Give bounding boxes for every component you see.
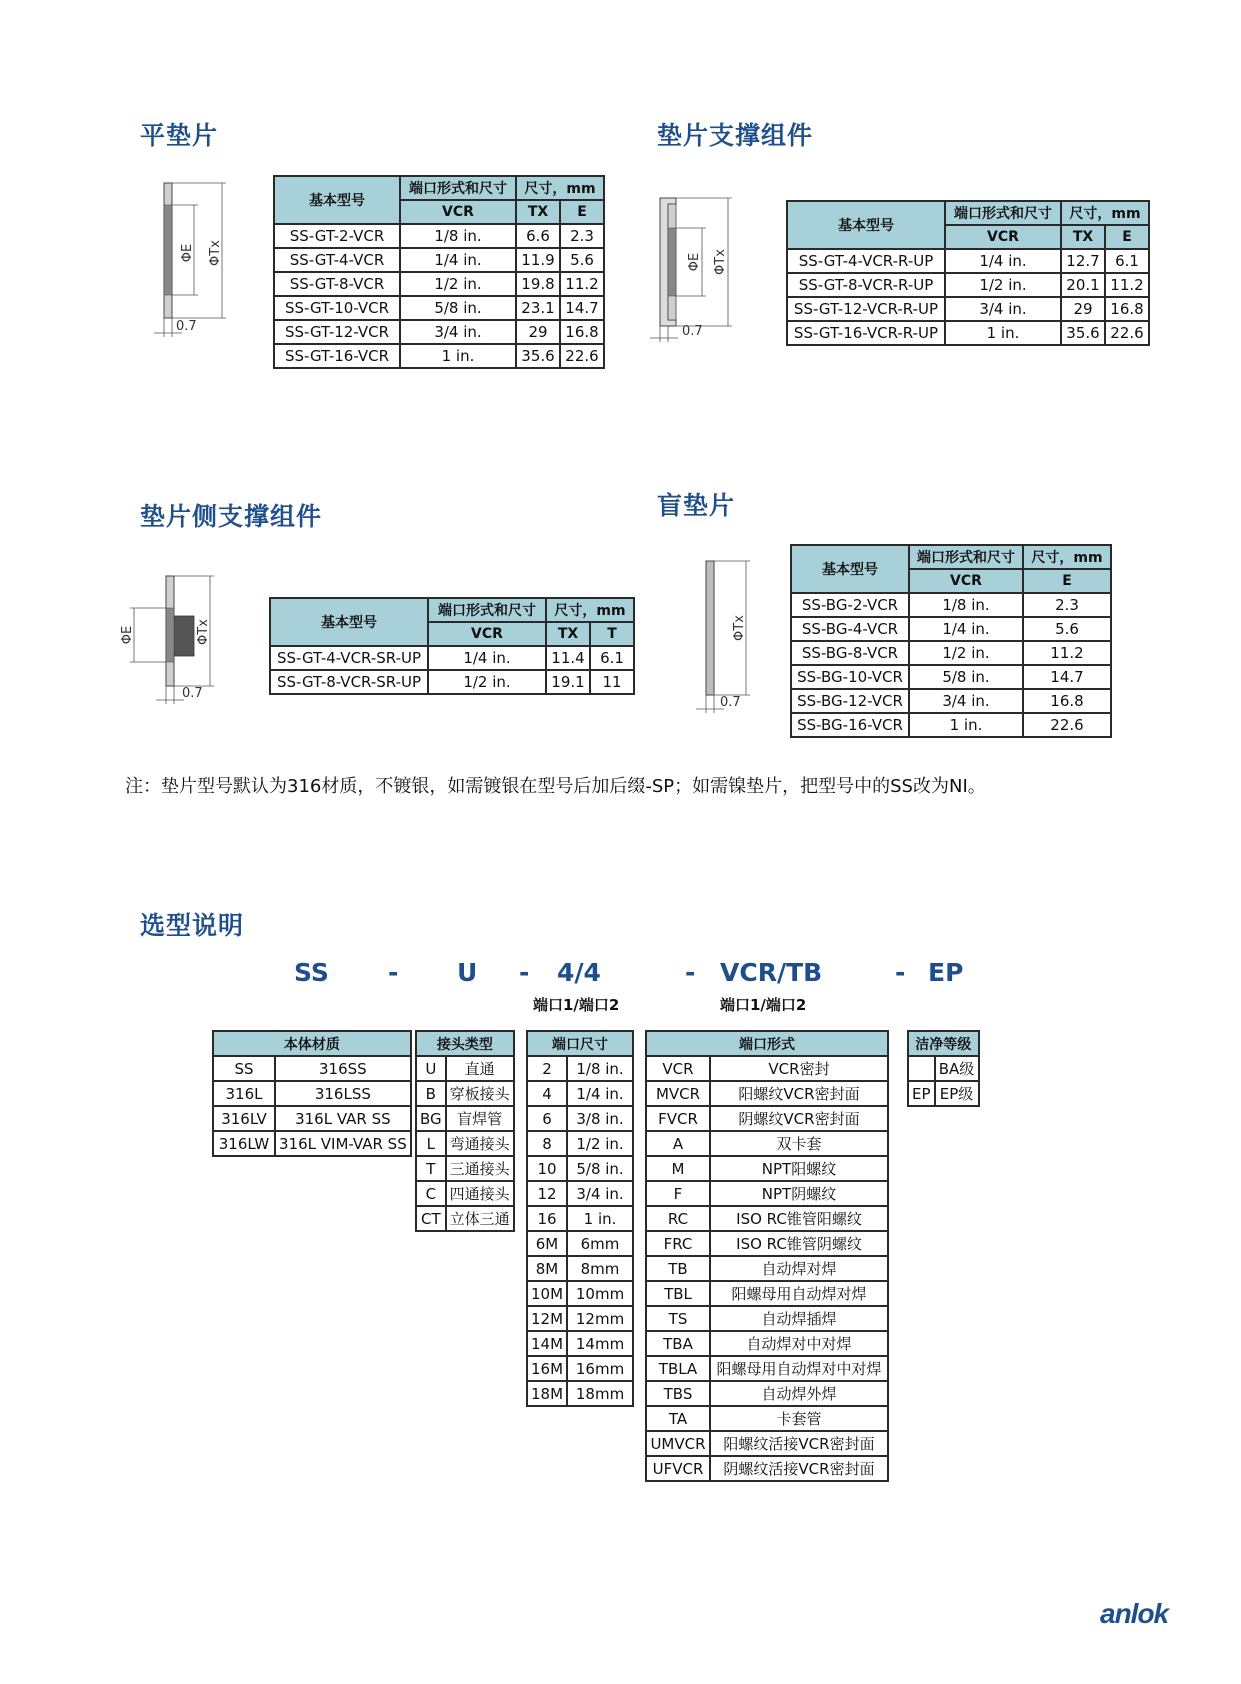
table-row [646, 1106, 888, 1131]
col-t: T [590, 622, 634, 646]
table-row [527, 1356, 633, 1381]
table-row [646, 1231, 888, 1256]
cell: ISO RC锥管阳螺纹 [710, 1206, 888, 1231]
table-row [274, 344, 604, 368]
cell: 316L VAR SS [275, 1106, 411, 1131]
cell: 14M [527, 1331, 567, 1356]
table-row [787, 249, 1149, 273]
cell: TBL [646, 1281, 710, 1306]
cell: 11.9 [516, 248, 560, 272]
col-port: 端口形式和尺寸 [400, 176, 516, 200]
table-row [646, 1181, 888, 1206]
cell: 1/2 in. [400, 272, 516, 296]
table-row [908, 1081, 979, 1106]
col-port: 端口形式和尺寸 [909, 545, 1023, 569]
cell: 16.8 [1105, 297, 1149, 321]
cell: SS-BG-2-VCR [791, 593, 909, 617]
table-row [791, 713, 1111, 737]
table-row [527, 1181, 633, 1206]
cell: SS-GT-12-VCR-R-UP [787, 297, 945, 321]
cell: 5/8 in. [400, 296, 516, 320]
cell: 2.3 [1023, 593, 1111, 617]
table-row [416, 1206, 514, 1231]
cell: SS-BG-4-VCR [791, 617, 909, 641]
cell: 29 [516, 320, 560, 344]
dim-tx-label: ΦTx [713, 249, 728, 275]
cell: FVCR [646, 1106, 710, 1131]
cell: 5.6 [1023, 617, 1111, 641]
cell: 1/4 in. [400, 248, 516, 272]
table-row [274, 272, 604, 296]
cell: EP [908, 1081, 935, 1106]
dim-e-label: ΦE [180, 243, 195, 263]
cell: A [646, 1131, 710, 1156]
table-row [527, 1331, 633, 1356]
table-row [527, 1231, 633, 1256]
cell: 阳螺纹活接VCR密封面 [710, 1431, 888, 1456]
code-form: VCR/TB [720, 958, 823, 987]
cell: 1 in. [567, 1206, 633, 1231]
side-support-drawing [110, 570, 240, 710]
col-e: E [1023, 569, 1111, 593]
port-size-table [526, 1030, 634, 1407]
cell: 5/8 in. [909, 665, 1023, 689]
table-row [213, 1081, 411, 1106]
table-row [527, 1106, 633, 1131]
cell: 1/2 in. [428, 670, 546, 694]
table-row [646, 1431, 888, 1456]
cell: 8 [527, 1131, 567, 1156]
support-gasket-table [786, 200, 1150, 346]
cell: 8M [527, 1256, 567, 1281]
cell: SS-GT-10-VCR [274, 296, 400, 320]
table-row [416, 1156, 514, 1181]
support-gasket-drawing [640, 190, 750, 350]
cell: 316L [213, 1081, 275, 1106]
col-e: E [560, 200, 604, 224]
cell: 1 in. [945, 321, 1061, 345]
table-row [527, 1206, 633, 1231]
cell: 14.7 [1023, 665, 1111, 689]
cell: 盲焊管 [446, 1106, 514, 1131]
cell: SS-GT-8-VCR-R-UP [787, 273, 945, 297]
cell: 6 [527, 1106, 567, 1131]
code-dash-1: - [388, 958, 399, 987]
cell: CT [416, 1206, 446, 1231]
col-tx: TX [1061, 225, 1105, 249]
port-size-header: 端口尺寸 [527, 1031, 633, 1056]
cell: 11.4 [546, 646, 590, 670]
col-vcr: VCR [945, 225, 1061, 249]
cell: 4 [527, 1081, 567, 1106]
cell: 5.6 [560, 248, 604, 272]
cell: 2.3 [560, 224, 604, 248]
cell: 1/4 in. [428, 646, 546, 670]
cell: SS-GT-4-VCR-SR-UP [270, 646, 428, 670]
table-row [274, 296, 604, 320]
cell: SS-GT-8-VCR [274, 272, 400, 296]
col-port: 端口形式和尺寸 [945, 201, 1061, 225]
section-title-support: 垫片支撑组件 [657, 121, 814, 150]
col-base-model: 基本型号 [270, 598, 428, 646]
anlok-logo: anlok [1100, 1598, 1169, 1629]
joint-type-table [415, 1030, 515, 1232]
cell: U [416, 1056, 446, 1081]
dim-tx-label: ΦTx [196, 619, 211, 645]
cell: SS-GT-16-VCR-R-UP [787, 321, 945, 345]
cell: SS-GT-8-VCR-SR-UP [270, 670, 428, 694]
dim-tx-label: ΦTx [208, 240, 223, 266]
dim-thk-label: 0.7 [182, 686, 203, 701]
table-row [416, 1181, 514, 1206]
col-base-model: 基本型号 [274, 176, 400, 224]
cell: RC [646, 1206, 710, 1231]
code-size-sub: 端口1/端口2 [533, 996, 620, 1014]
table-row [787, 297, 1149, 321]
cell: BA级 [935, 1056, 979, 1081]
cell: 3/4 in. [567, 1181, 633, 1206]
cell: 1/8 in. [909, 593, 1023, 617]
cell: MVCR [646, 1081, 710, 1106]
table-row [527, 1056, 633, 1081]
cell: 20.1 [1061, 273, 1105, 297]
port-form-header: 端口形式 [646, 1031, 888, 1056]
flat-gasket-table [273, 175, 605, 369]
cell: 1/4 in. [909, 617, 1023, 641]
material-table [212, 1030, 412, 1157]
code-u: U [457, 958, 478, 987]
cell: 29 [1061, 297, 1105, 321]
cell: 阴螺纹活接VCR密封面 [710, 1456, 888, 1481]
table-row [274, 224, 604, 248]
table-row [787, 273, 1149, 297]
table-row [646, 1331, 888, 1356]
cell: 16.8 [560, 320, 604, 344]
table-row [416, 1131, 514, 1156]
cell [908, 1056, 935, 1081]
cell: 1/8 in. [400, 224, 516, 248]
table-row [527, 1131, 633, 1156]
cell: 19.8 [516, 272, 560, 296]
cell: 6M [527, 1231, 567, 1256]
cell: 12M [527, 1306, 567, 1331]
cell: 35.6 [1061, 321, 1105, 345]
cell: SS-BG-8-VCR [791, 641, 909, 665]
cell: SS-GT-16-VCR [274, 344, 400, 368]
table-row [646, 1406, 888, 1431]
cell: 316LW [213, 1131, 275, 1156]
table-row [527, 1156, 633, 1181]
cell: 5/8 in. [567, 1156, 633, 1181]
dim-tx-label: ΦTx [732, 615, 747, 641]
cell: SS-GT-4-VCR [274, 248, 400, 272]
cell: TA [646, 1406, 710, 1431]
side-support-table [269, 597, 635, 695]
table-row [527, 1281, 633, 1306]
cell: 1/2 in. [567, 1131, 633, 1156]
cell: TS [646, 1306, 710, 1331]
table-row [791, 641, 1111, 665]
col-size: 尺寸，mm [1061, 201, 1149, 225]
cell: 3/4 in. [400, 320, 516, 344]
cell: B [416, 1081, 446, 1106]
cell: 11.2 [1023, 641, 1111, 665]
cell: 14mm [567, 1331, 633, 1356]
cell: 19.1 [546, 670, 590, 694]
cell: FRC [646, 1231, 710, 1256]
table-row [908, 1056, 979, 1081]
cell: F [646, 1181, 710, 1206]
table-row [646, 1131, 888, 1156]
flat-gasket-drawing [140, 175, 240, 345]
code-ss: SS [294, 958, 329, 987]
table-row [527, 1306, 633, 1331]
cell: 316LV [213, 1106, 275, 1131]
dim-thk-label: 0.7 [720, 695, 741, 710]
cell: 316SS [275, 1056, 411, 1081]
cell: L [416, 1131, 446, 1156]
cell: EP级 [935, 1081, 979, 1106]
cell: SS-BG-12-VCR [791, 689, 909, 713]
cell: 立体三通 [446, 1206, 514, 1231]
col-vcr: VCR [909, 569, 1023, 593]
col-vcr: VCR [428, 622, 546, 646]
cell: 16 [527, 1206, 567, 1231]
cell: TBA [646, 1331, 710, 1356]
table-row [646, 1256, 888, 1281]
code-ep: EP [928, 958, 964, 987]
cell: 三通接头 [446, 1156, 514, 1181]
cell: UFVCR [646, 1456, 710, 1481]
joint-header: 接头类型 [416, 1031, 514, 1056]
cell: 6.1 [590, 646, 634, 670]
table-row [646, 1381, 888, 1406]
blind-gasket-table [790, 544, 1112, 738]
table-row [416, 1081, 514, 1106]
cell: 1/4 in. [945, 249, 1061, 273]
table-row [213, 1131, 411, 1156]
col-size: 尺寸，mm [1023, 545, 1111, 569]
cell: 双卡套 [710, 1131, 888, 1156]
cell: 12.7 [1061, 249, 1105, 273]
cell: 10 [527, 1156, 567, 1181]
cell: 11.2 [1105, 273, 1149, 297]
table-row [527, 1256, 633, 1281]
cell: VCR密封 [710, 1056, 888, 1081]
cell: 1/2 in. [909, 641, 1023, 665]
cell: 自动焊插焊 [710, 1306, 888, 1331]
cell: 阳螺母用自动焊对焊 [710, 1281, 888, 1306]
cell: TBS [646, 1381, 710, 1406]
clean-header: 洁净等级 [908, 1031, 979, 1056]
section-title-side-support: 垫片侧支撑组件 [140, 502, 323, 531]
code-dash-3: - [685, 958, 696, 987]
blind-gasket-drawing [690, 555, 760, 725]
table-row [646, 1281, 888, 1306]
section-title-blind: 盲垫片 [657, 491, 736, 520]
cell: 12 [527, 1181, 567, 1206]
material-note: 注：垫片型号默认为316材质，不镀银，如需镀银在型号后加后缀-SP；如需镍垫片，把型号中的SS改为NI。 [125, 776, 986, 797]
cell: 自动焊对焊 [710, 1256, 888, 1281]
table-row [527, 1381, 633, 1406]
table-row [646, 1206, 888, 1231]
cell: 1 in. [909, 713, 1023, 737]
table-row [646, 1081, 888, 1106]
section-title-flat: 平垫片 [140, 121, 219, 150]
table-row [646, 1056, 888, 1081]
cell: 3/4 in. [909, 689, 1023, 713]
cell: SS-BG-16-VCR [791, 713, 909, 737]
cell: 穿板接头 [446, 1081, 514, 1106]
cell: SS-GT-2-VCR [274, 224, 400, 248]
table-row [791, 689, 1111, 713]
col-base-model: 基本型号 [787, 201, 945, 249]
table-row [791, 665, 1111, 689]
cell: 22.6 [560, 344, 604, 368]
table-row [527, 1081, 633, 1106]
table-row [274, 248, 604, 272]
col-port: 端口形式和尺寸 [428, 598, 546, 622]
dim-e-label: ΦE [120, 625, 135, 645]
table-row [646, 1356, 888, 1381]
code-size: 4/4 [557, 958, 601, 987]
dim-thk-label: 0.7 [682, 324, 703, 339]
cell: 弯通接头 [446, 1131, 514, 1156]
cell: 12mm [567, 1306, 633, 1331]
cell: 16mm [567, 1356, 633, 1381]
cell: 35.6 [516, 344, 560, 368]
cell: 22.6 [1105, 321, 1149, 345]
cell: TBLA [646, 1356, 710, 1381]
cell: C [416, 1181, 446, 1206]
code-form-sub: 端口1/端口2 [720, 996, 807, 1014]
cell: SS [213, 1056, 275, 1081]
col-base-model: 基本型号 [791, 545, 909, 593]
cell: 阴螺纹VCR密封面 [710, 1106, 888, 1131]
table-row [646, 1456, 888, 1481]
code-dash-4: - [895, 958, 906, 987]
cell: 18mm [567, 1381, 633, 1406]
table-row [791, 617, 1111, 641]
table-row [270, 670, 634, 694]
clean-grade-table [907, 1030, 980, 1107]
material-header: 本体材质 [213, 1031, 411, 1056]
cell: 四通接头 [446, 1181, 514, 1206]
cell: 18M [527, 1381, 567, 1406]
cell: 1 in. [400, 344, 516, 368]
cell: M [646, 1156, 710, 1181]
table-row [791, 593, 1111, 617]
cell: 11 [590, 670, 634, 694]
table-row [646, 1156, 888, 1181]
table-row [270, 646, 634, 670]
table-row [213, 1056, 411, 1081]
cell: 自动焊对中对焊 [710, 1331, 888, 1356]
table-row [416, 1056, 514, 1081]
section-title-selection: 选型说明 [140, 911, 245, 940]
table-row [646, 1306, 888, 1331]
col-tx: TX [546, 622, 590, 646]
dim-e-label: ΦE [687, 252, 702, 272]
cell: 316LSS [275, 1081, 411, 1106]
cell: TB [646, 1256, 710, 1281]
cell: 16.8 [1023, 689, 1111, 713]
cell: 卡套管 [710, 1406, 888, 1431]
col-size: 尺寸，mm [546, 598, 634, 622]
cell: 10mm [567, 1281, 633, 1306]
cell: 316L VIM-VAR SS [275, 1131, 411, 1156]
cell: ISO RC锥管阴螺纹 [710, 1231, 888, 1256]
cell: 6mm [567, 1231, 633, 1256]
cell: T [416, 1156, 446, 1181]
cell: SS-GT-12-VCR [274, 320, 400, 344]
col-e: E [1105, 225, 1149, 249]
port-form-table [645, 1030, 889, 1482]
cell: 自动焊外焊 [710, 1381, 888, 1406]
cell: 11.2 [560, 272, 604, 296]
col-vcr: VCR [400, 200, 516, 224]
cell: 阳螺母用自动焊对中对焊 [710, 1356, 888, 1381]
table-row [213, 1106, 411, 1131]
cell: 直通 [446, 1056, 514, 1081]
dim-thk-label: 0.7 [176, 319, 197, 334]
cell: UMVCR [646, 1431, 710, 1456]
cell: BG [416, 1106, 446, 1131]
cell: 6.6 [516, 224, 560, 248]
cell: 3/8 in. [567, 1106, 633, 1131]
table-row [274, 320, 604, 344]
cell: NPT阳螺纹 [710, 1156, 888, 1181]
cell: 16M [527, 1356, 567, 1381]
cell: 6.1 [1105, 249, 1149, 273]
cell: SS-BG-10-VCR [791, 665, 909, 689]
table-row [787, 321, 1149, 345]
cell: 8mm [567, 1256, 633, 1281]
cell: 1/2 in. [945, 273, 1061, 297]
cell: 阳螺纹VCR密封面 [710, 1081, 888, 1106]
cell: 2 [527, 1056, 567, 1081]
cell: VCR [646, 1056, 710, 1081]
cell: 22.6 [1023, 713, 1111, 737]
cell: 1/8 in. [567, 1056, 633, 1081]
col-size: 尺寸，mm [516, 176, 604, 200]
cell: 23.1 [516, 296, 560, 320]
cell: SS-GT-4-VCR-R-UP [787, 249, 945, 273]
col-tx: TX [516, 200, 560, 224]
code-dash-2: - [519, 958, 530, 987]
table-row [416, 1106, 514, 1131]
cell: 10M [527, 1281, 567, 1306]
cell: 3/4 in. [945, 297, 1061, 321]
cell: NPT阴螺纹 [710, 1181, 888, 1206]
cell: 1/4 in. [567, 1081, 633, 1106]
cell: 14.7 [560, 296, 604, 320]
